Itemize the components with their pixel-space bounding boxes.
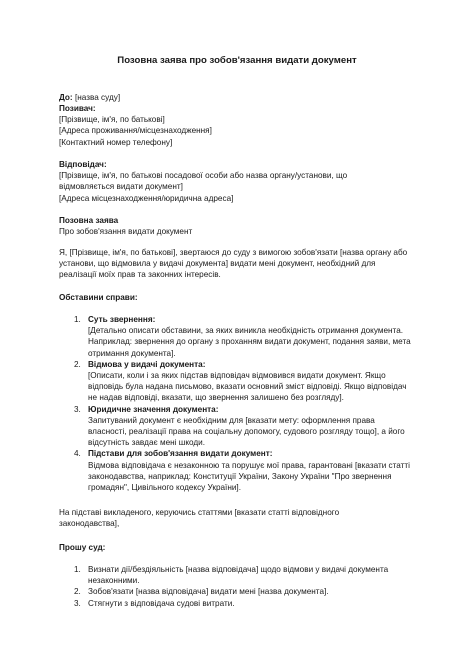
item-number: 1. [74, 565, 81, 574]
item-text: Визнати дії/бездіяльність [назва відповідача] щодо відмови у видачі документа незаконними. [88, 565, 389, 586]
item-title: Відмова у видачі документа: [88, 359, 206, 369]
item-number: 2. [74, 587, 81, 597]
plaintiff-block [59, 103, 419, 148]
item-number: 3. [74, 598, 81, 608]
plaintiff-name: [Прізвище, ім'я, по батькові] [59, 115, 165, 125]
claim-subheading: Про зобов'язання видати документ [59, 227, 193, 237]
list-item [59, 359, 411, 404]
item-title: Суть звернення: [88, 315, 156, 324]
basis-paragraph: На підставі викладеного, керуючись статтями [вказати статті відповідного законодавства], [59, 508, 340, 529]
list-item [59, 598, 411, 609]
list-item [59, 314, 411, 359]
claim-heading: Позовна заява [59, 216, 119, 225]
item-title: Юридичне значення документа: [88, 404, 219, 414]
defendant-block [59, 159, 359, 204]
intro-text: Я, [Прізвище, ім'я, по батькові], звертаюся до суду з вимогою зобов'язати [назва органу або установи, що відмовила у видачі документа] видати мені документ, необхідний для реалізації моїх прав та законних інтересів. [59, 248, 408, 280]
list-item [59, 564, 411, 586]
circumstances-heading: Обставини справи: [59, 293, 138, 302]
court-line [59, 92, 419, 103]
item-text: Стягнути з відповідача судові витрати. [88, 598, 235, 608]
item-text: [Детально описати обставини, за яких виникла необхідність отримання документа. Наприклад: звернення до органу з проханням видати документ, подання заяви, мета отримання документа]. [88, 326, 411, 358]
claim-header [59, 215, 419, 237]
list-item [59, 586, 411, 597]
item-text: [Описати, коли і за яких підстав відповідач відмовився видати документ. Якщо відповідь була надана письмово, вказати основний зміст відповіді. Якщо відповідач не надав відповіді, вказати, що звернення залишено без розгляду]. [88, 371, 407, 403]
item-number: 1. [74, 315, 81, 324]
defendant-name: [Прізвище, ім'я, по батькові посадової особи або назва органу/установи, що відмовляється видати документ] [59, 171, 348, 192]
request-heading: Прошу суд: [59, 543, 106, 552]
list-item [59, 404, 411, 449]
item-title: Підстави для зобов'язання видати документ: [88, 449, 273, 459]
item-text: Відмова відповідача є незаконною та порушує мої права, гарантовані [вказати статті законодавства, наприклад: Конституції України, Закону України "Про звернення громадян", Цивільного кодексу України]. [88, 460, 410, 493]
to-label: До: [59, 93, 73, 102]
plaintiff-address: [Адреса проживання/місцезнаходження] [59, 126, 212, 136]
defendant-address: [Адреса місцезнаходження/юридична адреса] [59, 193, 234, 203]
plaintiff-phone: [Контактний номер телефону] [59, 137, 173, 147]
circumstances-list [59, 314, 411, 493]
intro-paragraph [59, 247, 411, 281]
item-text: Зобов'язати [назва відповідача] видати мені [назва документа]. [88, 587, 329, 597]
plaintiff-label: Позивач: [59, 104, 96, 113]
list-item [59, 448, 411, 493]
court-name: [назва суду] [74, 93, 121, 102]
item-number: 3. [74, 404, 81, 414]
item-number: 2. [74, 359, 81, 369]
item-text: Запитуваний документ є необхідним для [вказати мету: оформлення права власності, реалізації права на соціальну допомогу, судового розгляду тощо], а його відсутність завдає мені шкоди. [88, 415, 405, 448]
item-number: 4. [74, 449, 81, 459]
document-title: Позовна заява про зобов'язання видати документ [117, 55, 357, 66]
defendant-label: Відповідач: [59, 160, 107, 169]
request-list [59, 564, 411, 609]
